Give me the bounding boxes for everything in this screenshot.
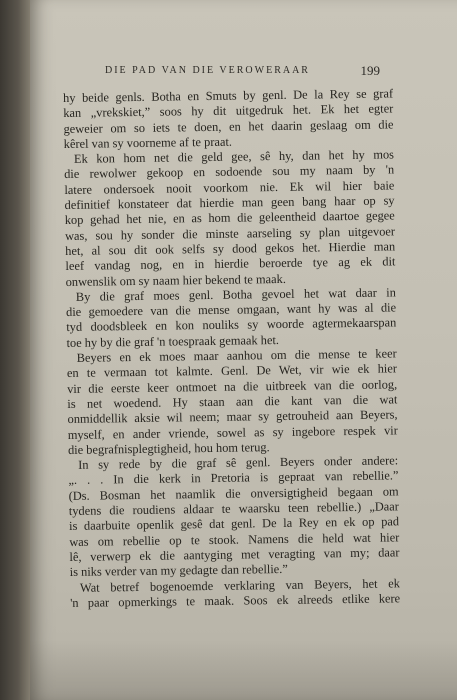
text-line: geweier om so iets te doen, en het daarin geslaag om die [63,116,394,136]
text-line: was, sou hy sonder die minste aarseling sy plan uitgevoer [64,224,396,243]
text-line: 'n paar opmerkings te maak. Soos ek alreeds etlike kere [70,591,401,610]
text-line: het, al sou dit ook selfs sy dood gekos het. Hierdie man [65,239,396,258]
text-line: „. . . In die kerk in Pretoria is gepraat van rebellie.” [68,468,399,488]
text-line: Wat betref bogenoemde verklaring van Beyers, het ek [79,575,400,595]
text-line: onwenslik om sy naam hier bekend te maak. [65,271,286,289]
text-line: By die graf moes genl. Botha gevoel het wat daar in [75,285,396,304]
text-line: is net woedend. Hy staan aan die kant van die wat [67,392,398,411]
text-line: die rewolwer gekoop en sodoende sou my naam by 'n [64,162,395,182]
text-line: kan „vrekskiet,” soos hy dit uitgedruk het. Ek het egter [63,101,394,121]
text-line: leef vandag nog, en in hierdie beroerde tye ag ek dit [65,254,396,274]
text-line: tydens die roudiens aldaar te waarsku teen rebellie.) „Daar [68,499,399,518]
text-line: Ek kon hom net die geld gee, sê hy, dan het hy mos [73,147,395,167]
text-line: en te vermaan tot kalmte. Genl. De Wet, vir wie ek hier [66,361,398,381]
text-line: is niks verder van my gedagte dan rebellie.” [69,562,288,580]
text-line: was om rebellie op te stook. Namens die held wat hier [69,529,400,549]
text-line: vir die eerste keer ontmoet na die uitbreek van die oorlog, [67,377,398,396]
text-line: lê, verwerp ek die aantyging met veragting van my; daar [69,545,400,564]
text-line: definitief konstateer dat hierdie man geen bang haar op sy [64,193,395,213]
text-line: In sy rede by die graf sê genl. Beyers onder andere: [78,453,399,472]
text-line: latere ondersoek nooit voorkom nie. Ek wil hier baie [64,178,395,197]
text-line: myself, en ander vriende, sowel as sy ingebore respek vir [67,422,398,442]
text-line: tyd doodsbleek en kon nouliks sy woorde agtermekaarspan [66,315,397,335]
text-line: Beyers en ek moes maar aanhou om die mense te keer [76,346,397,365]
text-line: kêrel van sy voorneme af te praat. [63,134,233,151]
body-text [63,86,400,611]
page-header [70,63,380,83]
text-line: hy beide genls. Botha en Smuts by genl. De la Rey se graf [63,86,394,105]
text-line: onmiddellik aksie wil neem; maar sy getrouheid aan Beyers, [67,407,398,427]
text-line: toe hy by die graf 'n toespraak gemaak het. [66,332,280,350]
text-line: die gemoedere van die mense omgaan, want hy was al die [65,300,397,320]
running-head: DIE PAD VAN DIE VEROWERAAR [105,65,310,76]
text-line: (Ds. Bosman het naamlik die onversigtigheid begaan om [68,484,399,503]
page-number: 199 [360,63,380,78]
text-line: die begrafnisplegtigheid, hou hom terug. [67,439,270,457]
text-line: is daarbuite openlik gesê dat genl. De la Rey en ek op pad [68,514,400,534]
text-line: kop gehad het nie, en as hom die geleentheid daartoe gegee [64,208,395,228]
